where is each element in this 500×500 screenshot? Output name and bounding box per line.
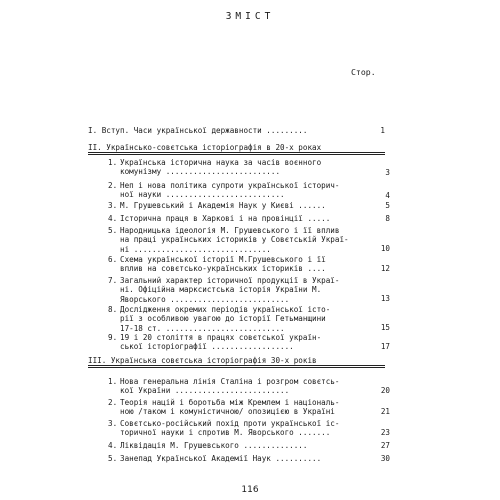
toc-part-title: II. Українсько-совєтська історіографія в 20-х роках <box>88 143 322 152</box>
toc-entry-page: 17 <box>380 342 390 351</box>
toc-entry-number: 8. <box>108 305 118 314</box>
toc-entry-number: 1. <box>108 158 118 167</box>
toc-entry-number: 4. <box>108 441 118 450</box>
toc-entry-text: 19 і 20 століття в працях совєтської україн- ської історіографії .................. <box>120 333 322 352</box>
toc-part-3 <box>88 356 385 365</box>
toc-entry-text: Ліквідація М. Грушевського .............. <box>120 441 308 450</box>
toc-entry-text: Народницька ідеологія М. Грушевського і її вплив на праці українських істориків у Совєтській Украї- ні .............................. <box>120 226 349 254</box>
toc-entry-text: М. Грушевський і Академія Наук у Києві ...... <box>120 201 326 210</box>
part-underline <box>88 152 385 153</box>
toc-entry-number: 4. <box>108 214 118 223</box>
toc-entry-text: Нова генеральна лінія Сталіна і розгром совєтсь- кої України ......................... <box>120 377 340 396</box>
toc-entry-number: 2. <box>108 181 118 190</box>
toc-entry-number: 5. <box>108 226 118 235</box>
toc-entry-text: Совєтсько-російський похід проти української іс- торичної науки і спротив М. Яворського ....... <box>120 419 340 438</box>
toc-entry-page: 30 <box>380 454 390 463</box>
toc-entry-number: 3. <box>108 201 118 210</box>
page-number: 116 <box>241 485 259 495</box>
toc-entry-text: Дослідження окремих періодів української істо- рії з особливою увагою до історії Гетьманщини 17-18 ст. .......................... <box>120 305 331 333</box>
toc-entry-text: Загальний характер історичної продукції в Украї- ні. Офіційна марксистська історія України М. Яворського .......................... <box>120 276 340 304</box>
part-underline-second <box>88 367 385 368</box>
toc-entry-page: 23 <box>380 428 390 437</box>
toc-entry-page: 3 <box>385 168 390 177</box>
toc-entry-text: Занепад Української Академії Наук .......... <box>120 454 322 463</box>
toc-entry-page: 13 <box>380 294 390 303</box>
part-underline <box>88 365 385 366</box>
page-title: ЗМІСТ <box>225 11 275 22</box>
toc-entry-page: 8 <box>385 214 390 223</box>
toc-entry-text: Теорія націй і боротьба між Кремлем і національ- ною /таком і комуністичною/ опозицією в Україні <box>120 398 340 417</box>
toc-part-title: III. Українська совєтська історіографія 30-х років <box>88 356 317 365</box>
toc-entry-number: 2. <box>108 398 118 407</box>
toc-entry-number: 5. <box>108 454 118 463</box>
part-underline-second <box>88 154 385 155</box>
toc-entry-page: 4 <box>385 191 390 200</box>
page-column-label: Стор. <box>351 67 376 77</box>
toc-entry-text: Історична праця в Харкові і на провінції ..... <box>120 214 331 223</box>
toc-entry-page: 15 <box>380 323 390 332</box>
toc-entry-page: 5 <box>385 201 390 210</box>
toc-entry-page: 21 <box>380 407 390 416</box>
toc-part-2 <box>88 143 385 152</box>
toc-entry-number: 9. <box>108 333 118 342</box>
toc-entry-text: Неп і нова політика супроти української історич- ної науки .......................... <box>120 181 340 200</box>
toc-entry-number: 6. <box>108 255 118 264</box>
toc-entry-text: Схема української історії М.Грушевського і її вплив на совєтсько-українських істориків .... <box>120 255 326 274</box>
toc-intro-page: 1 <box>380 126 385 135</box>
toc-entry-page: 27 <box>380 441 390 450</box>
toc-entry-number: 1. <box>108 377 118 386</box>
toc-entry-page: 10 <box>380 244 390 253</box>
toc-entry-page: 20 <box>380 386 390 395</box>
toc-entry-page: 12 <box>380 264 390 273</box>
toc-entry-number: 3. <box>108 419 118 428</box>
toc-entry-text: Українська історична наука за часів воєнного комунізму ......................... <box>120 158 322 177</box>
toc-intro <box>88 126 383 135</box>
toc-intro-label: І. Вступ. Часи української державности ......... <box>88 126 308 135</box>
toc-entry-number: 7. <box>108 276 118 285</box>
